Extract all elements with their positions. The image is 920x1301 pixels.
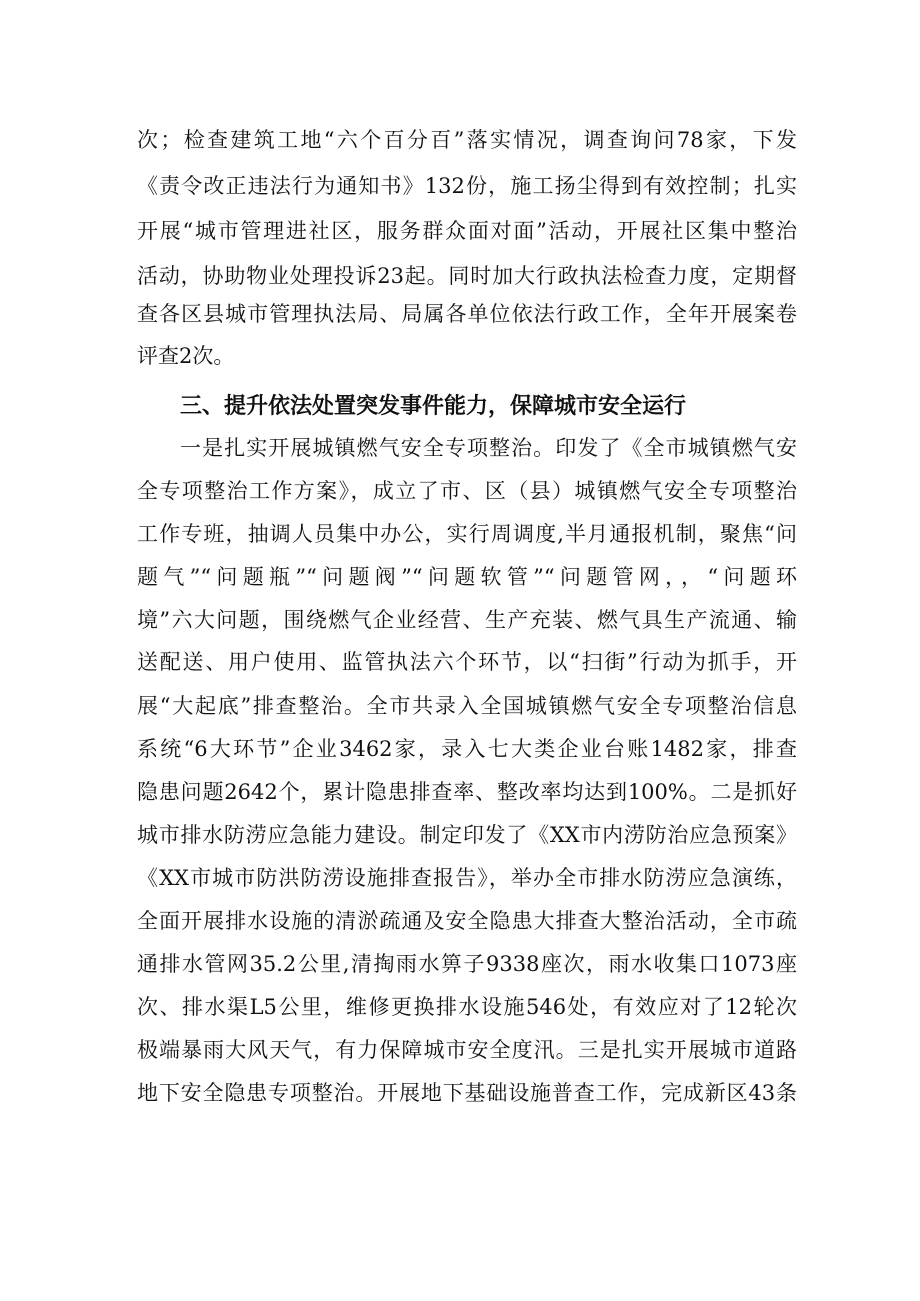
paragraph-2-line-3: 工作专班，抽调人员集中办公，实行周调度,半月通报机制，聚焦“问 [137,522,797,546]
paragraph-2-line-10: 城市排水防涝应急能力建设。制定印发了《XX市内涝防治应急预案》 [137,823,797,847]
paragraph-2-line-15: 极端暴雨大风天气，有力保障城市安全度汛。三是扎实开展城市道路 [137,1038,797,1062]
paragraph-1-line-6: 评查2次。 [137,344,235,368]
paragraph-2-line-8: 系统“6大环节”企业3462家，录入七大类企业台账1482家，排查 [137,737,797,761]
paragraph-2-line-2: 全专项整治工作方案》，成立了市、区（县）城镇燃气安全专项整治 [137,479,797,503]
paragraph-2-line-11: 《XX市城市防洪防涝设施排查报告》，举办全市排水防涝应急演练， [137,866,797,890]
section-heading: 三、提升依法处置突发事件能力，保障城市安全运行 [180,394,687,419]
paragraph-2-line-14: 次、排水渠L5公里，维修更换排水设施546处，有效应对了12轮次 [137,995,797,1019]
paragraph-2-line-5: 境”六大问题，围绕燃气企业经营、生产充装、燃气具生产流通、输 [137,608,797,632]
paragraph-2-line-9: 隐患问题2642个，累计隐患排查率、整改率均达到100%。二是抓好 [137,780,797,804]
paragraph-1-line-2: 《责令改正违法行为通知书》132份，施工扬尘得到有效控制；扎实 [137,174,797,198]
paragraph-2-line-12: 全面开展排水设施的清淤疏通及安全隐患大排查大整治活动，全市疏 [137,909,797,933]
paragraph-2-line-16: 地下安全隐患专项整治。开展地下基础设施普查工作，完成新区43条 [137,1081,797,1105]
paragraph-1-line-5: 查各区县城市管理执法局、局属各单位依法行政工作，全年开展案卷 [137,302,797,326]
paragraph-1-line-3: 开展“城市管理进社区，服务群众面对面”活动，开展社区集中整治 [137,219,797,243]
paragraph-2-line-6: 送配送、用户使用、监管执法六个环节，以“扫街”行动为抓手，开 [137,650,797,674]
paragraph-2-line-7: 展“大起底”排查整治。全市共录入全国城镇燃气安全专项整治信息 [137,694,797,718]
paragraph-2-line-13: 通排水管网35.2公里,清掏雨水箅子9338座次，雨水收集口1073座 [137,952,797,976]
paragraph-1-line-1: 次；检查建筑工地“六个百分百”落实情况，调查询问78家，下发 [137,128,797,152]
paragraph-2-line-4: 题气”“问题瓶”“问题阀”“问题软管”“问题管网，，“问题环 [137,565,797,589]
paragraph-2-line-1: 一是扎实开展城镇燃气安全专项整治。印发了《全市城镇燃气安 [180,436,797,460]
paragraph-1-line-4: 活动，协助物业处理投诉23起。同时加大行政执法检查力度，定期督 [137,264,797,288]
